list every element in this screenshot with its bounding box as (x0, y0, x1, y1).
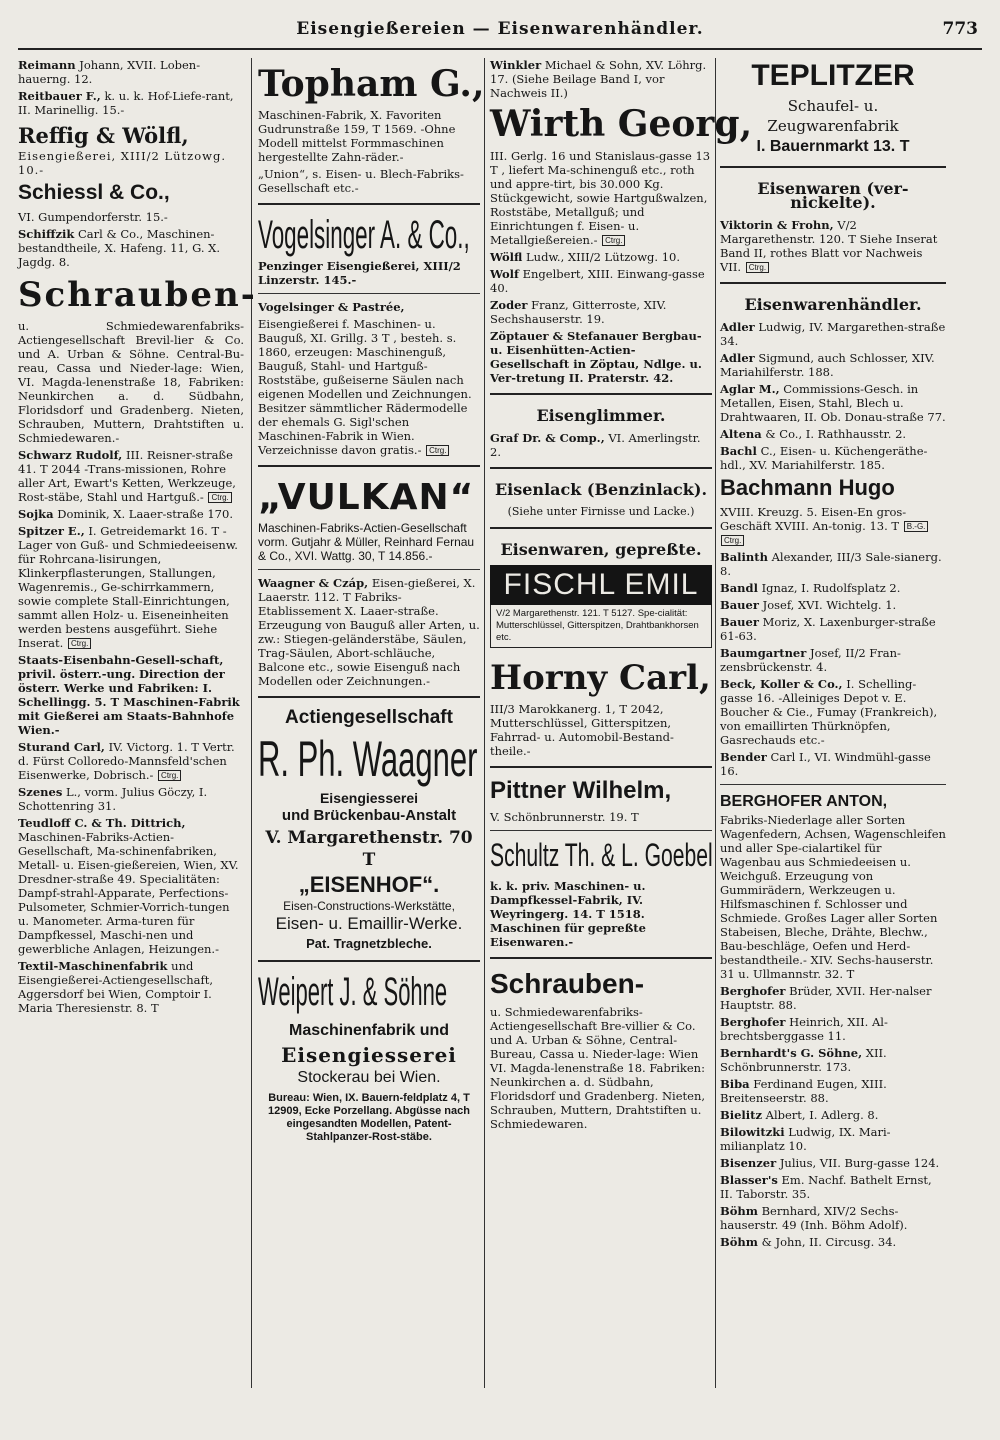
listing-name-large: Reffig & Wölfl, (18, 123, 189, 148)
section-heading: Eisenlack (Benzinlack). (494, 480, 708, 499)
divider (258, 203, 480, 205)
list-item: Sojka Dominik, X. Laaer-straße 170. (18, 507, 233, 521)
list-item: Bender Carl I., VI. Windmühl-gasse 16. (720, 750, 931, 778)
column-3 (490, 58, 753, 1393)
ad-line: Eisen- u. Emaillir-Werke. (275, 914, 463, 933)
divider (490, 393, 712, 395)
header-rule (18, 48, 982, 50)
ctrg-badge: Ctrg. (68, 638, 91, 649)
list-item: Böhm Bernhard, XIV/2 Sechs-hauserstr. 49 (Inh. Böhm Adolf). (720, 1204, 908, 1232)
listing-name-large: Schiessl & Co., (18, 181, 170, 204)
ctrg-badge: Ctrg. (158, 770, 181, 781)
listing-name-large: Pittner Wilhelm, (490, 777, 672, 804)
list-item: Winkler Michael & Sohn, XV. Löhrg. 17. (Siehe Beilage Band I, vor Nachweis II.) (490, 58, 707, 100)
list-item: V/2 Margarethenstr. 121. T 5127. Spe-cialität: Mutterschlüssel, Gitterspitzen, Drahtbankhorsen etc. (490, 605, 712, 648)
list-item: Bauer Moriz, X. Laxenburger-straße 61-63. (720, 615, 936, 643)
page-header (0, 19, 1000, 48)
listing-name-large: Schrauben- (490, 968, 645, 999)
divider (490, 527, 712, 529)
ad-line: V. Margarethenstr. 70 T (265, 828, 473, 870)
ad-line: Eisengiesserei (319, 790, 419, 806)
list-item: Bauer Josef, XVI. Wichtelg. 1. (720, 598, 897, 612)
ad-line: Eisengiesserei (281, 1043, 457, 1067)
listing-name-large: Schrauben- (18, 275, 257, 315)
listing-name-large: Wirth Georg, (490, 103, 753, 145)
divider (490, 467, 712, 469)
ad-line: Pat. Tragnetzbleche. (306, 936, 432, 951)
list-item: Schwarz Rudolf, III. Reisner-straße 41. T 2044 -Trans-missionen, Rohre aller Art, Ewart's Ketten, Werkzeuge, Rost-stäbe, Stahl und Hartguß.- Ctrg. (18, 448, 236, 504)
list-item: Baumgartner Josef, II/2 Fran-zensbrückenstr. 4. (720, 646, 901, 674)
list-item: Penzinger Eisengießerei, XIII/2 Linzerstr. 145.- (258, 259, 461, 287)
listing-name-large: Weipert J. & Söhne (258, 970, 448, 1014)
list-item: Graf Dr. & Comp., VI. Amerlingstr. 2. (490, 431, 701, 459)
list-item: Szenes L., vorm. Julius Göczy, I. Schottenring 31. (18, 785, 208, 813)
list-item: Bielitz Albert, I. Adlerg. 8. (720, 1108, 879, 1122)
column-divider (251, 58, 252, 1388)
list-item: Zoder Franz, Gitterroste, XIV. Sechshauserstr. 19. (490, 298, 667, 326)
page-number: 773 (942, 19, 978, 39)
divider (720, 166, 946, 168)
listing-name-large: Bachmann Hugo (720, 475, 895, 500)
list-item: V. Schönbrunnerstr. 19. T (490, 810, 639, 824)
list-item: Maschinen-Fabriks-Actien-Gesellschaft vorm. Gutjahr & Müller, Reinhard Fernau & Co., XVI. Wattg. 30, T 14.856.- (258, 521, 475, 563)
list-item: Altena & Co., I. Rathhausstr. 2. (720, 427, 907, 441)
listing-name-large: Horny Carl, (490, 658, 711, 698)
divider (490, 830, 712, 831)
list-item: Berghofer Heinrich, XII. Al-brechtsberggasse 11. (720, 1015, 888, 1043)
listing-name-large: Vogelsinger A. & Co., (258, 213, 470, 257)
list-item: Spitzer E., I. Getreidemarkt 16. T -Lager von Guß- und Schmiedeeisenw. für Rohrcana-lisirungen, Klinkerpflasterungen, Stallungen, Wagenremis., Ge-schirrkammern, sowie complete Stall-Einrichtungen, sammt allen Holz- u. Eiseneinheiten werden bestens ausgeführt. Siehe Inserat. Ctrg. (18, 524, 238, 650)
ad-line: Stockerau bei Wien. (297, 1069, 441, 1086)
list-item: Balinth Alexander, III/3 Sale-sianerg. 8. (720, 550, 942, 578)
list-item: Reitbauer F., k. u. k. Hof-Liefe-rant, II. Marinellig. 15.- (18, 89, 234, 117)
listing-name-large: Schultz Th. & L. Goebel (490, 837, 713, 873)
list-item: Berghofer Brüder, XVII. Her-nalser Hauptstr. 88. (720, 984, 932, 1012)
cross-reference: (Siehe unter Firnisse und Lacke.) (507, 505, 695, 518)
list-item: Wölfl Ludw., XIII/2 Lützowg. 10. (490, 250, 681, 264)
list-item: k. k. priv. Maschinen- u. Dampfkessel-Fabrik, IV. Weyringerg. 14. T 1518. Maschinen für gepreßte Eisenwaren.- (490, 879, 646, 949)
list-item: Aglar M., Commissions-Gesch. in Metallen, Eisen, Stahl, Blech u. Drahtwaaren, II. Ob. Donau-straße 77. (720, 382, 946, 424)
ad-line: Maschinenfabrik und (288, 1022, 450, 1039)
listing-name-large: TEPLITZER (751, 59, 915, 92)
ad-line: „EISENHOF“. (298, 872, 440, 897)
bg-badge: B.-G. (904, 521, 929, 532)
page-title: Eisengießereien — Eisenwarenhändler. (296, 19, 704, 39)
list-item: Bisenzer Julius, VII. Burg-gasse 124. (720, 1156, 940, 1170)
listing-name-large: BERGHOFER ANTON, (720, 793, 888, 810)
list-item: Wolf Engelbert, XIII. Einwang-gasse 40. (490, 267, 705, 295)
ad-line: Actiengesellschaft (285, 707, 453, 728)
list-item: Blasser's Em. Nachf. Bathelt Ernst, II. Taborstr. 35. (720, 1173, 932, 1201)
list-item: u. Schmiedewarenfabriks-Actiengesellschaft Brevil-lier & Co. und A. Urban & Söhne. Central-Bu-reau, Cassa und Nieder-lage: Wien, VI. Magda-lenenstraße 18, Fabriken: Neunkirchen a. d. Südbahn, Floridsdorf und Gradenberg. Nieten, Schrauben, Muttern, Drahtstiften u. Schmiedewaren.- (18, 319, 244, 445)
divider (258, 960, 480, 962)
list-item: Staats-Eisenbahn-Gesell-schaft, privil. österr.-ung. Direction der österr. Werke und Fabriken: I. Schellingg. 5. T Maschinen-Fabrik mit Gießerei am Staats-Bahnhofe Wien.- (18, 653, 240, 737)
list-item: Eisengießerei, XIII/2 Lützowg. 10.- (18, 149, 226, 177)
column-divider (484, 58, 485, 1388)
list-item: Maschinen-Fabrik, X. Favoriten Gudrunstraße 159, T 1569. -Ohne Modell mittelst Formmaschinen hergestellte Zahn-räder.- (258, 108, 456, 164)
section-heading: Eisenwaren (ver-nickelte). (757, 179, 909, 212)
list-item: Biba Ferdinand Eugen, XIII. Breitenseerstr. 88. (720, 1077, 887, 1105)
list-item: Teudloff C. & Th. Dittrich, Maschinen-Fabriks-Actien-Gesellschaft, Ma-schinenfabriken, Metall- u. Eisen-gießereien, Wien, XV. Dresdner-straße 49. Specialitäten: Dampf-strahl-Apparate, Perfections-Pulsometer, Schmier-Vorrich-tungen u. Manometer. Arma-turen für Dampfkessel, Maschi-nen und gewerbliche Anlagen, Heizungen.- (18, 816, 239, 956)
listing-name-large: Topham G., (258, 63, 485, 105)
list-item: Bilowitzki Ludwig, IX. Mari-milianplatz 10. (720, 1125, 891, 1153)
list-item: III. Gerlg. 16 und Stanislaus-gasse 13 T , liefert Ma-schinenguß etc., roth und appre-tirt, bis 30.000 Kg. Stückgewicht, sowie Hartgußwalzen, Roststäbe, Metallguß; und Einrichtungen f. Eisen- u. Metallgießereien.- Ctrg. (490, 149, 711, 247)
column-2 (258, 58, 485, 1393)
list-item: Bernhardt's G. Söhne, XII. Schönbrunnerstr. 173. (720, 1046, 887, 1074)
list-item: Zöptauer & Stefanauer Bergbau- u. Eisenhütten-Actien-Gesellschaft in Zöptau, Ndlge. u. Ver-tretung II. Praterstr. 42. (490, 329, 702, 385)
divider (258, 465, 480, 467)
section-heading: Eisenwaren, gepreßte. (500, 540, 702, 559)
list-item: Eisengießerei f. Maschinen- u. Bauguß, XI. Grillg. 3 T , besteh. s. 1860, erzeugen: Maschinenguß, Bauguß, Stahl- und Hartguß-Roststäbe, gußeiserne Säulen nach eigenen Modellen und Zeichnungen. Besitzer sämmtlicher Rädermodelle der ehemals G. Sigl'schen Maschinen-Fabrik in Wien. Verzeichnisse davon gratis.- Ctrg. (258, 317, 472, 457)
divider (258, 696, 480, 698)
list-item: Textil-Maschinenfabrik und Eisengießerei-Actiengesellschaft, Aggersdorf bei Wien, Comptoir I. Maria Theresienstr. 8. T (18, 959, 214, 1015)
column-1 (18, 58, 257, 1393)
ctrg-badge: Ctrg. (746, 262, 769, 273)
listing-name-large: „VULKAN“ (258, 477, 475, 518)
ad-line: Schaufel- u. Zeugwarenfabrik (767, 97, 899, 135)
list-item: Adler Ludwig, IV. Margarethen-straße 34. (720, 320, 946, 348)
list-item: XVIII. Kreuzg. 5. Eisen-En gros-Geschäft XVIII. An-tonig. 13. T B.-G. Ctrg. (720, 505, 946, 547)
column-4 (720, 58, 946, 1393)
ad-line: I. Bauernmarkt 13. T (756, 138, 910, 155)
ctrg-badge: Ctrg. (426, 445, 449, 456)
ctrg-badge: Ctrg. (208, 492, 231, 503)
ctrg-badge: Ctrg. (721, 535, 744, 546)
column-divider (715, 58, 716, 1388)
divider (258, 569, 480, 570)
list-item: Fabriks-Niederlage aller Sorten Wagenfedern, Achsen, Wagenschleifen und aller Spe-cialartikel für Wagenbau aus Schmiedeeisen u. Weichguß. Erzeugung von Gummirädern, Werkzeugen u. Hilfsmaschinen f. Schlosser und Schmiede. Großes Lager aller Sorten Stabeisen, Bleche, Drähte, Blechw., Bau-beschläge, Oefen und Herd-bestandtheile.- XIV. Sechs-hauserstr. 31 u. Ullmannstr. 32. T (720, 813, 946, 981)
listing-name-large: FISCHL EMIL (490, 565, 712, 605)
list-item: Adler Sigmund, auch Schlosser, XIV. Mariahilferstr. 188. (720, 351, 935, 379)
list-item: III/3 Marokkanerg. 1, T 2042, Mutterschlüssel, Gitterspitzen, Fahrrad- u. Automobil-Bestand-theile.- (490, 702, 674, 758)
list-item: Reimann Johann, XVII. Loben-hauerng. 12. (18, 58, 201, 86)
ad-line: und Brückenbau-Anstalt (281, 807, 457, 824)
divider (258, 293, 480, 294)
ctrg-badge: Ctrg. (602, 235, 625, 246)
list-item: Bachl C., Eisen- u. Küchengeräthe-hdl., XV. Mariahilferstr. 185. (720, 444, 928, 472)
list-item: Viktorin & Frohn, V/2 Margarethenstr. 120. T Siehe Inserat Band II, rothes Blatt vor Nachweis VII. Ctrg. (720, 218, 938, 274)
list-item: Schiffzik Carl & Co., Maschinen-bestandtheile, X. Hafeng. 11, G. X. Jagdg. 8. (18, 227, 221, 269)
list-item: Beck, Koller & Co., I. Schelling-gasse 16. -Alleiniges Depot v. E. Boucher & Cie., Fumay (Frankreich), von emaillirten Thürknöpfen, Gasrechauds etc.- (720, 677, 938, 747)
divider (490, 957, 712, 959)
list-item: Sturand Carl, IV. Victorg. 1. T Vertr. d. Fürst Colloredo-Mannsfeld'schen Eisenwerke, Dobrisch.- Ctrg. (18, 740, 235, 782)
list-item: Bureau: Wien, IX. Bauern-feldplatz 4, T 12909, Ecke Porzellang. Abgüsse nach eingesandten Modellen, Patent-Stahlpanzer-Rost-stäbe. (268, 1092, 470, 1143)
list-item: „Union“, s. Eisen- u. Blech-Fabriks-Gesellschaft etc.- (258, 167, 464, 195)
list-item: Böhm & John, II. Circusg. 34. (720, 1235, 897, 1249)
divider (720, 784, 946, 785)
list-item: u. Schmiedewarenfabriks-Actiengesellschaft Bre-villier & Co. und A. Urban & Söhne, Central-Bureau, Cassa u. Nieder-lage: Wien VI. Magda-lenenstraße 18. Fabriken: Neunkirchen a. d. Südbahn, Floridsdorf und Gradenberg. Nieten, Schrauben, Muttern, Drahtstiften u. Schmiedewaren. (490, 1005, 706, 1131)
list-item-name: Vogelsinger & Pastrée, (258, 300, 405, 314)
section-heading: Eisenwarenhändler. (744, 295, 922, 314)
listing-name-large: R. Ph. Waagner (258, 731, 478, 787)
list-item: VI. Gumpendorferstr. 15.- (18, 210, 168, 224)
divider (490, 766, 712, 768)
ad-line: Eisen-Constructions-Werkstätte, (283, 899, 455, 913)
list-item: Bandl Ignaz, I. Rudolfsplatz 2. (720, 581, 901, 595)
divider (720, 282, 946, 284)
section-heading: Eisenglimmer. (536, 406, 666, 425)
list-item: Waagner & Czáp, Eisen-gießerei, X. Laaerstr. 112. T Fabriks-Etablissement X. Laaer-straße. Erzeugung von Bauguß aller Arten, u. zw.: Stiegen-geländerstäbe, Säulen, Trag-Säulen, Abort-schläuche, Balcone etc., sowie Eisenguß nach Modellen oder Zeichnungen.- (258, 576, 480, 688)
